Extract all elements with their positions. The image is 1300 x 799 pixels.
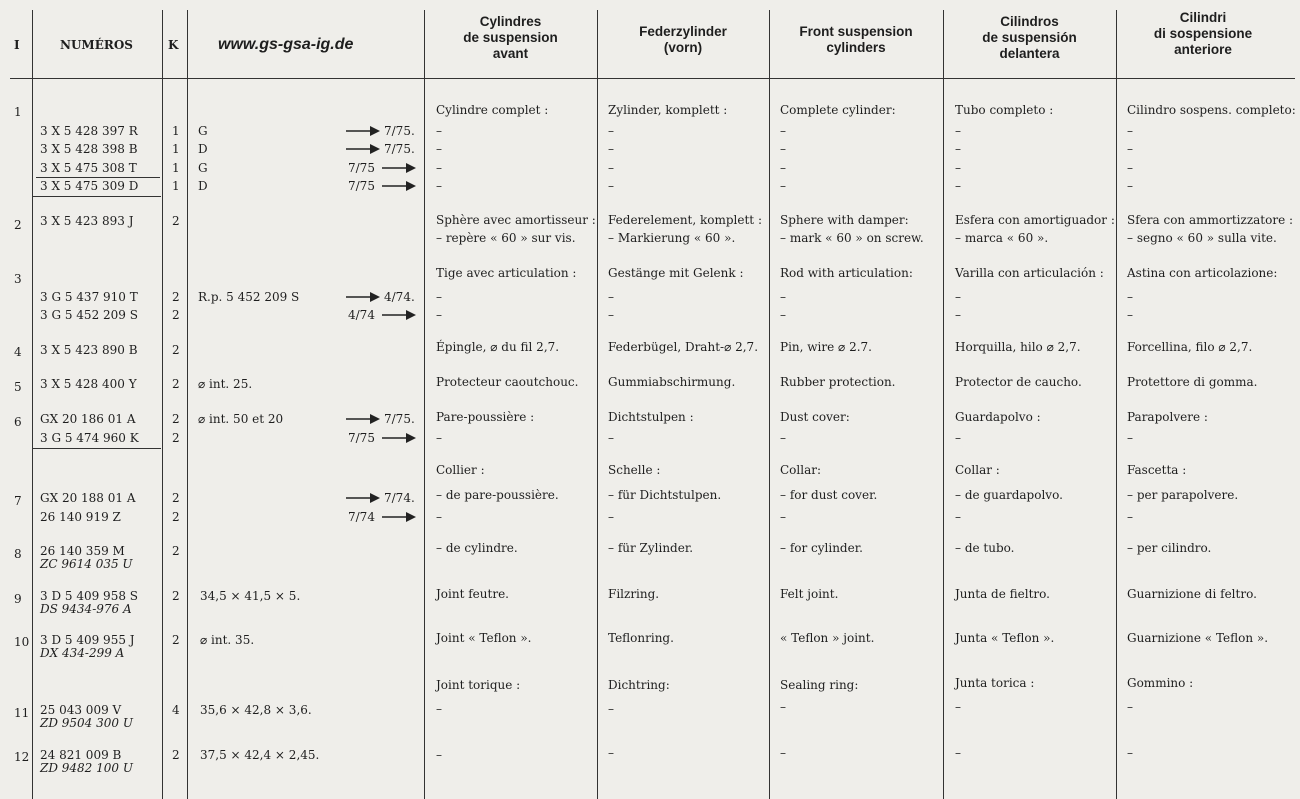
description-de: Gummiabschirmung. [608,375,736,389]
description-it: Cilindro sospens. completo: [1127,103,1296,117]
dash: – [955,124,961,138]
description-fr: Joint feutre. [436,587,509,601]
dash: – [436,290,442,304]
dash: – [608,431,614,445]
quantity: 2 [172,633,180,647]
date-until: 7/75. [384,124,415,138]
description-de: Federbügel, Draht-⌀ 2,7. [608,340,759,354]
header-spanish: Cilindros de suspensión delantera [982,14,1077,61]
row-number: 8 [14,547,22,561]
description-es: Horquilla, hilo ⌀ 2,7. [955,340,1081,354]
side-note: G [198,124,208,138]
column-divider [162,10,163,799]
dash: – [780,161,786,175]
description-fr: Cylindre complet : [436,103,549,117]
header-numbers: NUMÉROS [60,38,133,52]
part-number: 3 X 5 428 400 Y [40,377,137,391]
website-watermark: www.gs-gsa-ig.de [218,36,354,53]
part-number: 3 X 5 475 309 D [40,179,139,193]
quantity: 2 [172,214,180,228]
row-number: 6 [14,415,22,429]
arrow-from-icon [382,179,418,193]
dash: – [608,142,614,156]
dimension-note: 35,6 × 42,8 × 3,6. [200,703,312,717]
dash: – [1127,510,1133,524]
dash: – [955,142,961,156]
column-divider [187,10,188,799]
description-fr: Joint « Teflon ». [436,631,532,645]
quantity: 2 [172,412,180,426]
group-heading-en: Collar: [780,463,822,477]
quantity: 2 [172,308,180,322]
part-number: 3 G 5 474 960 K [40,431,139,445]
arrow-until-icon [346,142,382,156]
arrow-from-icon [382,161,418,175]
dimension-note: ⌀ int. 25. [198,377,253,391]
dash: – [436,431,442,445]
date-from: 7/75 [348,161,375,175]
header-english: Front suspension cylinders [799,24,913,55]
section-underline [33,196,161,197]
part-number: 26 140 919 Z [40,510,121,524]
dash: – [780,308,786,322]
dash: – [436,142,442,156]
group-heading-es: Junta torica : [955,676,1035,690]
row-number: 9 [14,592,22,606]
dash: – [780,124,786,138]
header-quantity: K [168,38,179,52]
header-italian: Cilindri di sospensione anteriore [1153,10,1253,57]
description-en: Sphere with damper: [780,213,909,227]
side-note: D [198,142,208,156]
part-number: 25 043 009 V [40,703,122,717]
header-rule [10,78,1295,79]
row-number: 7 [14,494,22,508]
dimension-note: ⌀ int. 50 et 20 [198,412,284,426]
alt-part-number: ZD 9482 100 U [40,761,133,775]
dash: – [955,308,961,322]
group-heading-it: Fascetta : [1127,463,1187,477]
description-es-detail: – marca « 60 ». [955,231,1049,245]
dash: – [955,179,961,193]
description-fr: – de cylindre. [436,541,518,555]
description-fr: Tige avec articulation : [436,266,577,280]
description-en: Rubber protection. [780,375,896,389]
alt-part-number: ZD 9504 300 U [40,716,133,730]
description-it: Protettore di gomma. [1127,375,1258,389]
row-number: 1 [14,105,22,119]
description-it: Sfera con ammortizzatore : [1127,213,1294,227]
dimension-note: 37,5 × 42,4 × 2,45. [200,748,320,762]
description-it: – per cilindro. [1127,541,1212,555]
row-number: 10 [14,635,30,649]
description-de: Filzring. [608,587,660,601]
part-number: 3 G 5 437 910 T [40,290,138,304]
part-number: 3 X 5 428 398 B [40,142,138,156]
dash: – [436,308,442,322]
description-en: Complete cylinder: [780,103,896,117]
arrow-until-icon [346,290,382,304]
header-french: Cylindres de suspension avant [463,14,558,61]
date-until: 4/74. [384,290,415,304]
part-number: 3 X 5 475 308 T [40,161,137,175]
dash: – [608,702,614,716]
description-it: – per parapolvere. [1127,488,1239,502]
quantity: 2 [172,589,180,603]
part-number: 3 X 5 423 893 J [40,214,134,228]
column-divider [1116,10,1117,799]
date-from: 7/75 [348,431,375,445]
header-index: I [14,38,20,52]
dash: – [608,290,614,304]
arrow-from-icon [382,431,418,445]
dimension-note: 34,5 × 41,5 × 5. [200,589,301,603]
arrow-until-icon [346,124,382,138]
description-de: – für Zylinder. [608,541,694,555]
description-it-detail: – segno « 60 » sulla vite. [1127,231,1277,245]
column-divider [943,10,944,799]
date-until: 7/75. [384,142,415,156]
description-de: Teflonring. [608,631,674,645]
dash: – [436,510,442,524]
column-divider [32,10,33,799]
group-heading-it: Gommino : [1127,676,1194,690]
description-en: Felt joint. [780,587,839,601]
dash: – [1127,290,1133,304]
description-es: Guardapolvo : [955,410,1041,424]
row-number: 4 [14,345,22,359]
description-it: Guarnizione « Teflon ». [1127,631,1269,645]
description-en: – for dust cover. [780,488,878,502]
dash: – [608,308,614,322]
dash: – [608,746,614,760]
dash: – [1127,179,1133,193]
description-es: Protector de caucho. [955,375,1082,389]
part-underline [36,177,160,178]
date-from: 7/75 [348,179,375,193]
part-number: GX 20 186 01 A [40,412,136,426]
description-fr: Sphère avec amortisseur : [436,213,596,227]
arrow-until-icon [346,491,382,505]
description-en: – for cylinder. [780,541,863,555]
arrow-from-icon [382,510,418,524]
part-number: 3 X 5 423 890 B [40,343,138,357]
description-fr-detail: – repère « 60 » sur vis. [436,231,576,245]
date-from: 4/74 [348,308,375,322]
description-de-detail: – Markierung « 60 ». [608,231,736,245]
quantity: 4 [172,703,180,717]
part-number: GX 20 188 01 A [40,491,136,505]
description-de: Zylinder, komplett : [608,103,728,117]
quantity: 1 [172,142,180,156]
quantity: 2 [172,377,180,391]
part-number: 3 X 5 428 397 R [40,124,138,138]
dash: – [608,124,614,138]
description-it: Astina con articolazione: [1127,266,1278,280]
description-en: « Teflon » joint. [780,631,875,645]
alt-part-number: DX 434-299 A [40,646,125,660]
dash: – [780,142,786,156]
dash: – [1127,142,1133,156]
part-number: 3 D 5 409 958 S [40,589,138,603]
part-number: 24 821 009 B [40,748,122,762]
dash: – [780,290,786,304]
dash: – [608,161,614,175]
description-en: Rod with articulation: [780,266,913,280]
quantity: 2 [172,491,180,505]
group-heading-en: Sealing ring: [780,678,859,692]
description-de: – für Dichtstulpen. [608,488,722,502]
section-underline [33,448,161,449]
dash: – [955,290,961,304]
description-it: Guarnizione di feltro. [1127,587,1257,601]
dash: – [1127,746,1133,760]
dash: – [436,179,442,193]
description-es: Varilla con articulación : [955,266,1104,280]
quantity: 2 [172,748,180,762]
quantity: 2 [172,431,180,445]
description-es: – de tubo. [955,541,1015,555]
dash: – [780,746,786,760]
date-until: 7/75. [384,412,415,426]
description-es: Junta de fieltro. [955,587,1050,601]
dash: – [780,179,786,193]
description-fr: Pare-poussière : [436,410,535,424]
dash: – [1127,308,1133,322]
arrow-from-icon [382,308,418,322]
description-es: Junta « Teflon ». [955,631,1055,645]
group-heading-es: Collar : [955,463,1000,477]
alt-part-number: DS 9434-976 A [40,602,132,616]
row-number: 5 [14,380,22,394]
replacement-note: R.p. 5 452 209 S [198,290,300,304]
dimension-note: ⌀ int. 35. [200,633,255,647]
dash: – [436,161,442,175]
dash: – [436,748,442,762]
description-it: Forcellina, filo ⌀ 2,7. [1127,340,1253,354]
header-german: Federzylinder (vorn) [639,24,727,55]
quantity: 2 [172,544,180,558]
part-number: 3 G 5 452 209 S [40,308,138,322]
group-heading-de: Schelle : [608,463,661,477]
row-number: 3 [14,272,22,286]
dash: – [1127,161,1133,175]
dash: – [780,700,786,714]
description-fr: Protecteur caoutchouc. [436,375,579,389]
quantity: 2 [172,290,180,304]
dash: – [608,510,614,524]
alt-part-number: ZC 9614 035 U [40,557,133,571]
dash: – [955,746,961,760]
description-en-detail: – mark « 60 » on screw. [780,231,924,245]
description-it: Parapolvere : [1127,410,1208,424]
row-number: 2 [14,218,22,232]
description-es: Tubo completo : [955,103,1054,117]
description-de: Federelement, komplett : [608,213,762,227]
quantity: 1 [172,124,180,138]
row-number: 11 [14,706,30,720]
dash: – [1127,700,1133,714]
group-heading-fr: Joint torique : [436,678,521,692]
date-from: 7/74 [348,510,375,524]
part-number: 3 D 5 409 955 J [40,633,135,647]
dash: – [436,702,442,716]
dash: – [955,700,961,714]
column-divider [424,10,425,799]
dash: – [955,161,961,175]
side-note: G [198,161,208,175]
row-number: 12 [14,750,30,764]
group-heading-fr: Collier : [436,463,485,477]
description-es: Esfera con amortiguador : [955,213,1115,227]
side-note: D [198,179,208,193]
group-heading-de: Dichtring: [608,678,670,692]
description-fr: – de pare-poussière. [436,488,559,502]
arrow-until-icon [346,412,382,426]
description-de: Gestänge mit Gelenk : [608,266,744,280]
description-fr: Épingle, ⌀ du fil 2,7. [436,340,560,354]
column-divider [769,10,770,799]
description-es: – de guardapolvo. [955,488,1063,502]
description-de: Dichtstulpen : [608,410,694,424]
dash: – [436,124,442,138]
quantity: 1 [172,161,180,175]
dash: – [1127,431,1133,445]
description-en: Pin, wire ⌀ 2.7. [780,340,872,354]
dash: – [780,431,786,445]
quantity: 2 [172,510,180,524]
quantity: 1 [172,179,180,193]
column-divider [597,10,598,799]
dash: – [955,431,961,445]
quantity: 2 [172,343,180,357]
dash: – [955,510,961,524]
part-number: 26 140 359 M [40,544,125,558]
dash: – [1127,124,1133,138]
date-until: 7/74. [384,491,415,505]
dash: – [780,510,786,524]
description-en: Dust cover: [780,410,850,424]
dash: – [608,179,614,193]
